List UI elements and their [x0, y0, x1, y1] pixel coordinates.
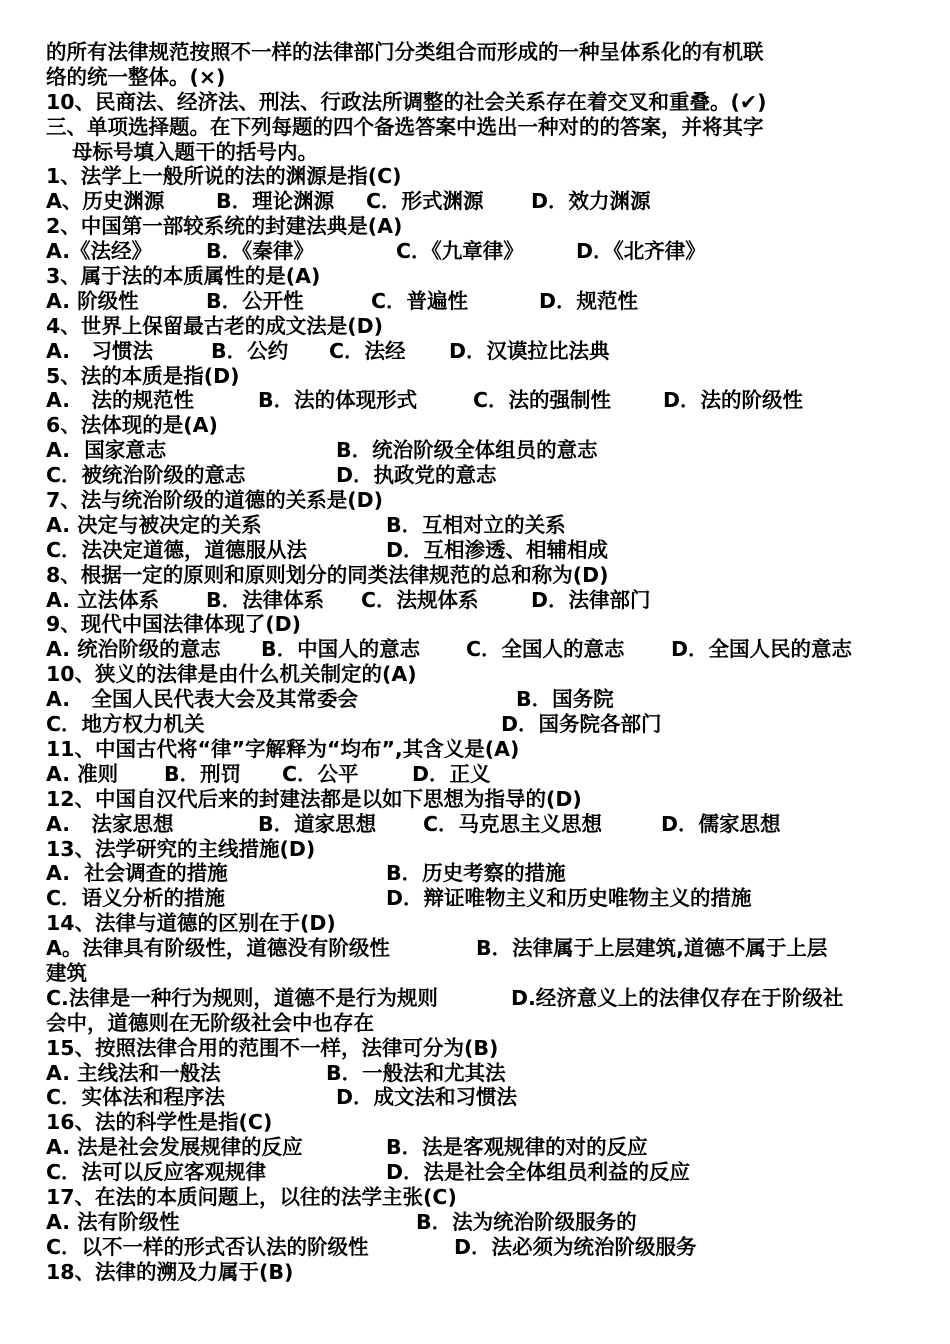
- question-stem: 15、按照法律合用的范围不一样，法律可分为(B): [46, 1035, 499, 1060]
- answer-option: A. 习惯法: [46, 338, 153, 363]
- question-list: [46, 164, 906, 1284]
- answer-option: D．国务院各部门: [501, 712, 662, 737]
- option-row: [46, 1061, 906, 1086]
- question-item: [46, 563, 906, 613]
- answer-option: B．互相对立的关系: [386, 512, 566, 537]
- answer-option: B．公开性: [206, 288, 304, 313]
- answer-option: D．《北齐律》: [576, 239, 706, 264]
- option-row: [46, 339, 906, 364]
- answer-option: A. 阶级性: [46, 288, 139, 313]
- option-row: [46, 712, 906, 737]
- answer-option: C．马克思主义思想: [423, 811, 603, 836]
- answer-option: C．全国人的意志: [466, 637, 625, 662]
- answer-option: C．公平: [282, 761, 359, 786]
- question-stem: 2、中国第一部较系统的封建法典是(A): [46, 214, 403, 239]
- option-row: [46, 1011, 906, 1036]
- question-item: [46, 1185, 906, 1260]
- question-item: [46, 364, 906, 414]
- answer-option: C．法可以反应客观规律: [46, 1160, 267, 1185]
- answer-option: A、历史渊源: [46, 189, 165, 214]
- answer-option: A. 立法体系: [46, 587, 160, 612]
- answer-option: C．法的强制性: [473, 388, 612, 413]
- answer-option: B．国务院: [516, 687, 614, 712]
- answer-option: B．《秦律》: [206, 239, 314, 264]
- answer-option: D．法必须为统治阶级服务: [454, 1234, 697, 1259]
- answer-option: B．道家思想: [258, 811, 377, 836]
- answer-option: A. 社会调查的措施: [46, 861, 228, 886]
- question-item: [46, 1110, 906, 1185]
- option-row: [46, 1210, 906, 1235]
- option-row: [46, 637, 906, 662]
- question-item: [46, 264, 906, 314]
- answer-option: A. 法有阶级性: [46, 1209, 180, 1234]
- answer-option: D．互相渗透、相辅相成: [386, 537, 609, 562]
- answer-option: C．法决定道德，道德服从法: [46, 537, 308, 562]
- answer-option: B．公约: [211, 338, 289, 363]
- answer-option: A. 决定与被决定的关系: [46, 512, 262, 537]
- option-row: [46, 513, 906, 538]
- section-title-line: 三、单项选择题。在下列每题的四个备选答案中选出一种对的的答案，并将其字: [46, 114, 764, 139]
- option-row: [46, 812, 906, 837]
- answer-option: D.经济意义上的法律仅存在于阶级社: [511, 985, 844, 1010]
- answer-option: A。法律具有阶级性，道德没有阶级性: [46, 936, 390, 961]
- answer-option: 建筑: [46, 960, 87, 985]
- option-row: [46, 588, 906, 613]
- option-row: [46, 886, 906, 911]
- question-item: [46, 413, 906, 488]
- answer-option: C．地方权力机关: [46, 712, 205, 737]
- option-row: [46, 762, 906, 787]
- question-item: [46, 662, 906, 737]
- answer-option: B．法的体现形式: [258, 388, 418, 413]
- option-row: [46, 538, 906, 563]
- section-heading: [46, 115, 906, 165]
- answer-option: A.《法经》: [46, 239, 153, 264]
- question-item: [46, 214, 906, 264]
- true-false-item-10: 10、民商法、经济法、刑法、行政法所调整的社会关系存在着交叉和重叠。(✔): [46, 89, 767, 114]
- answer-option: D．全国人民的意志: [671, 637, 853, 662]
- answer-option: A. 国家意志: [46, 438, 167, 463]
- question-stem: 11、中国古代将“律”字解释为“均布”,其含义是(A): [46, 736, 520, 761]
- answer-option: C．语义分析的措施: [46, 886, 226, 911]
- answer-option: C．《九章律》: [396, 239, 524, 264]
- answer-option: B．理论渊源: [216, 189, 335, 214]
- answer-option: A. 统治阶级的意志: [46, 637, 221, 662]
- answer-option: A. 法是社会发展规律的反应: [46, 1135, 303, 1160]
- answer-option: A. 全国人民代表大会及其常委会: [46, 687, 358, 712]
- answer-option: B．法律属于上层建筑,道德不属于上层: [476, 936, 828, 961]
- question-stem: 6、法体现的是(A): [46, 413, 218, 438]
- option-row: [46, 1235, 906, 1260]
- option-row: [46, 687, 906, 712]
- question-stem: 14、法律与道德的区别在于(D): [46, 911, 336, 936]
- question-stem: 18、法律的溯及力属于(B): [46, 1259, 294, 1284]
- answer-option: C．被统治阶级的意志: [46, 463, 246, 488]
- option-row: [46, 239, 906, 264]
- question-stem: 9、现代中国法律体现了(D): [46, 612, 302, 637]
- answer-option: A. 法家思想: [46, 811, 174, 836]
- option-row: [46, 388, 906, 413]
- answer-option: C.法律是一种行为规则，道德不是行为规则: [46, 985, 438, 1010]
- answer-option: B．统治阶级全体组员的意志: [336, 438, 598, 463]
- answer-option: A. 主线法和一般法: [46, 1060, 221, 1085]
- question-stem: 16、法的科学性是指(C): [46, 1110, 273, 1135]
- answer-option: B．法为统治阶级服务的: [416, 1209, 637, 1234]
- answer-option: C．实体法和程序法: [46, 1085, 226, 1110]
- answer-option: B．中国人的意志: [261, 637, 421, 662]
- answer-option: C．法经: [329, 338, 406, 363]
- option-row: [46, 438, 906, 463]
- section-title-line: 母标号填入题干的括号内。: [72, 139, 318, 164]
- question-stem: 8、根据一定的原则和原则划分的同类法律规范的总和称为(D): [46, 562, 609, 587]
- question-stem: 4、世界上保留最古老的成文法是(D): [46, 313, 384, 338]
- option-row: [46, 289, 906, 314]
- question-item: [46, 911, 906, 1035]
- answer-option: D．法的阶级性: [663, 388, 804, 413]
- answer-option: B．刑罚: [164, 761, 242, 786]
- answer-option: C．以不一样的形式否认法的阶级性: [46, 1234, 369, 1259]
- answer-option: B．历史考察的措施: [386, 861, 566, 886]
- option-row: [46, 861, 906, 886]
- intro-line: 的所有法律规范按照不一样的法律部门分类组合而形成的一种呈体系化的有机联: [46, 40, 764, 64]
- question-stem: 3、属于法的本质属性的是(A): [46, 264, 321, 289]
- question-item: [46, 1260, 906, 1285]
- question-stem: 5、法的本质是指(D): [46, 363, 240, 388]
- option-row: [46, 961, 906, 986]
- answer-option: B．法律体系: [206, 587, 325, 612]
- answer-option: A. 准则: [46, 761, 119, 786]
- option-row: [46, 986, 906, 1011]
- option-row: [46, 936, 906, 961]
- question-stem: 7、法与统治阶级的道德的关系是(D): [46, 488, 384, 513]
- intro-block: [46, 40, 906, 115]
- answer-option: D．效力渊源: [531, 189, 651, 214]
- option-row: [46, 463, 906, 488]
- question-item: [46, 488, 906, 563]
- question-item: [46, 612, 906, 662]
- question-item: [46, 837, 906, 912]
- answer-option: C．形式渊源: [366, 189, 484, 214]
- answer-option: D．法是社会全体组员利益的反应: [386, 1160, 691, 1185]
- option-row: [46, 1160, 906, 1185]
- question-stem: 10、狭义的法律是由什么机关制定的(A): [46, 662, 417, 687]
- answer-option: D．规范性: [539, 288, 639, 313]
- option-row: [46, 189, 906, 214]
- answer-option: C．普遍性: [371, 288, 469, 313]
- answer-option: B．一般法和尤其法: [326, 1060, 506, 1085]
- answer-option: A. 法的规范性: [46, 388, 194, 413]
- answer-option: 会中，道德则在无阶级社会中也存在: [46, 1010, 374, 1035]
- answer-option: D．正义: [412, 761, 491, 786]
- question-item: [46, 164, 906, 214]
- intro-line: 络的统一整体。(×): [46, 64, 226, 89]
- question-item: [46, 737, 906, 787]
- answer-option: D．辩证唯物主义和历史唯物主义的措施: [386, 886, 752, 911]
- answer-option: B．法是客观规律的对的反应: [386, 1135, 648, 1160]
- answer-option: C．法规体系: [361, 587, 479, 612]
- option-row: [46, 1085, 906, 1110]
- answer-option: D．执政党的意志: [336, 463, 497, 488]
- option-row: [46, 1135, 906, 1160]
- answer-option: D．儒家思想: [661, 811, 781, 836]
- question-stem: 1、法学上一般所说的法的渊源是指(C): [46, 164, 402, 189]
- answer-option: D．法律部门: [531, 587, 651, 612]
- question-item: [46, 314, 906, 364]
- answer-option: D．成文法和习惯法: [336, 1085, 518, 1110]
- question-item: [46, 1036, 906, 1111]
- question-stem: 13、法学研究的主线措施(D): [46, 836, 316, 861]
- question-stem: 17、在法的本质问题上，以往的法学主张(C): [46, 1184, 457, 1209]
- answer-option: D．汉谟拉比法典: [449, 338, 610, 363]
- question-stem: 12、中国自汉代后来的封建法都是以如下思想为指导的(D): [46, 786, 582, 811]
- question-item: [46, 787, 906, 837]
